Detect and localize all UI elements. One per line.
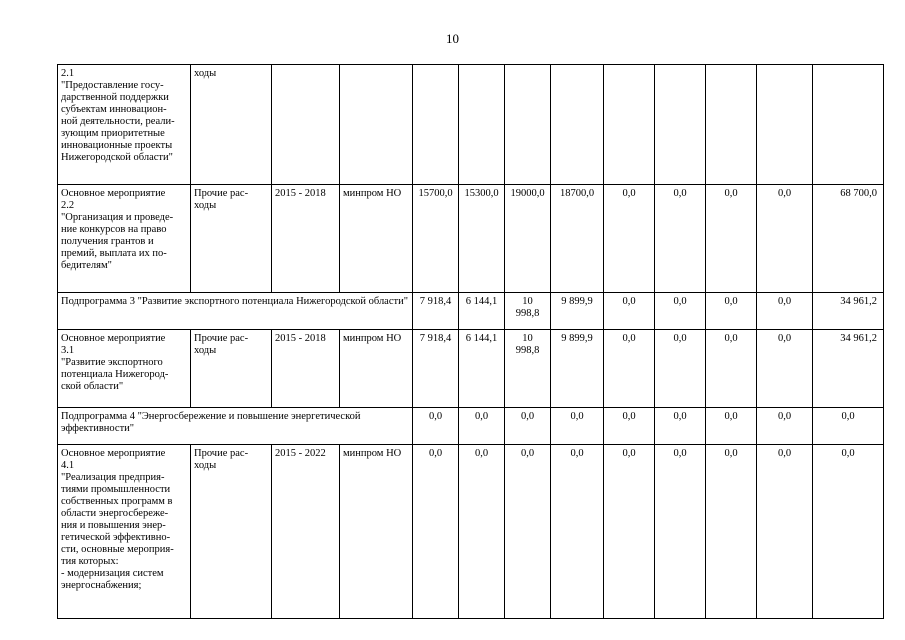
measure-description: Основное мероприятие 4.1 "Реализация предприя- тиями промышленности собственных программ в области энергосбереже- ния и повышения энер- гетической эффективно- сти, основные мероприя- тия которых: - модернизация систем энергоснабжения;	[58, 445, 191, 619]
value-cell: 9 899,9	[551, 330, 604, 408]
value-cell: 15300,0	[459, 185, 505, 293]
value-cell	[413, 65, 459, 185]
value-cell: 19000,0	[505, 185, 551, 293]
value-cell	[706, 65, 757, 185]
table-row	[58, 330, 884, 408]
period-cell	[272, 65, 340, 185]
value-cell: 10 998,8	[505, 330, 551, 408]
funding-source: Прочие рас- ходы	[191, 185, 272, 293]
period-cell: 2015 - 2018	[272, 185, 340, 293]
value-cell	[505, 65, 551, 185]
total-cell: 34 961,2	[813, 293, 884, 330]
measure-description: Основное мероприятие 3.1 "Развитие экспортного потенциала Нижегород- ской области"	[58, 330, 191, 408]
funding-source: Прочие рас- ходы	[191, 445, 272, 619]
value-cell: 0,0	[655, 185, 706, 293]
value-cell: 9 899,9	[551, 293, 604, 330]
total-cell	[813, 65, 884, 185]
total-cell: 34 961,2	[813, 330, 884, 408]
value-cell: 0,0	[757, 330, 813, 408]
funding-source: ходы	[191, 65, 272, 185]
value-cell: 0,0	[604, 293, 655, 330]
value-cell: 0,0	[551, 445, 604, 619]
measure-description: Основное мероприятие 2.2 "Организация и проведе- ние конкурсов на право получения грантов и премий, выплата их по- бедителям"	[58, 185, 191, 293]
measure-description: 2.1 "Предоставление госу- дарственной поддержки субъектам инновацион- ной деятельности, реали- зующим приоритетные инновационные проекты Нижегородской области"	[58, 65, 191, 185]
total-cell: 0,0	[813, 408, 884, 445]
value-cell: 0,0	[706, 185, 757, 293]
value-cell	[604, 65, 655, 185]
value-cell: 0,0	[551, 408, 604, 445]
executor-cell: минпром НО	[340, 445, 413, 619]
subprogram-row	[58, 408, 884, 445]
value-cell: 0,0	[655, 408, 706, 445]
value-cell	[757, 65, 813, 185]
value-cell: 0,0	[706, 330, 757, 408]
value-cell: 18700,0	[551, 185, 604, 293]
value-cell: 0,0	[706, 445, 757, 619]
value-cell: 0,0	[505, 408, 551, 445]
value-cell	[655, 65, 706, 185]
executor-cell: минпром НО	[340, 185, 413, 293]
table-row	[58, 445, 884, 619]
value-cell: 0,0	[604, 185, 655, 293]
value-cell: 7 918,4	[413, 330, 459, 408]
period-cell: 2015 - 2022	[272, 445, 340, 619]
value-cell: 0,0	[757, 445, 813, 619]
value-cell: 0,0	[505, 445, 551, 619]
value-cell: 10 998,8	[505, 293, 551, 330]
total-cell: 0,0	[813, 445, 884, 619]
total-cell: 68 700,0	[813, 185, 884, 293]
subprogram-row	[58, 293, 884, 330]
value-cell: 0,0	[757, 185, 813, 293]
value-cell: 6 144,1	[459, 293, 505, 330]
period-cell: 2015 - 2018	[272, 330, 340, 408]
funding-source: Прочие рас- ходы	[191, 330, 272, 408]
table-row	[58, 185, 884, 293]
value-cell: 0,0	[706, 408, 757, 445]
table-row	[58, 65, 884, 185]
value-cell: 0,0	[757, 293, 813, 330]
value-cell: 15700,0	[413, 185, 459, 293]
value-cell: 0,0	[604, 408, 655, 445]
value-cell: 0,0	[655, 293, 706, 330]
value-cell	[459, 65, 505, 185]
value-cell: 0,0	[757, 408, 813, 445]
executor-cell	[340, 65, 413, 185]
value-cell: 0,0	[655, 330, 706, 408]
value-cell: 6 144,1	[459, 330, 505, 408]
value-cell: 0,0	[413, 408, 459, 445]
value-cell: 0,0	[413, 445, 459, 619]
value-cell: 0,0	[604, 330, 655, 408]
value-cell: 0,0	[706, 293, 757, 330]
page-number: 10	[446, 31, 459, 46]
value-cell: 0,0	[459, 408, 505, 445]
value-cell: 0,0	[655, 445, 706, 619]
value-cell	[551, 65, 604, 185]
value-cell: 7 918,4	[413, 293, 459, 330]
executor-cell: минпром НО	[340, 330, 413, 408]
value-cell: 0,0	[604, 445, 655, 619]
subprogram-title: Подпрограмма 4 "Энергосбережение и повышение энергетической эффективности"	[58, 408, 413, 445]
value-cell: 0,0	[459, 445, 505, 619]
subprogram-title: Подпрограмма 3 "Развитие экспортного потенциала Нижегородской области"	[58, 293, 413, 330]
budget-table	[57, 64, 884, 619]
